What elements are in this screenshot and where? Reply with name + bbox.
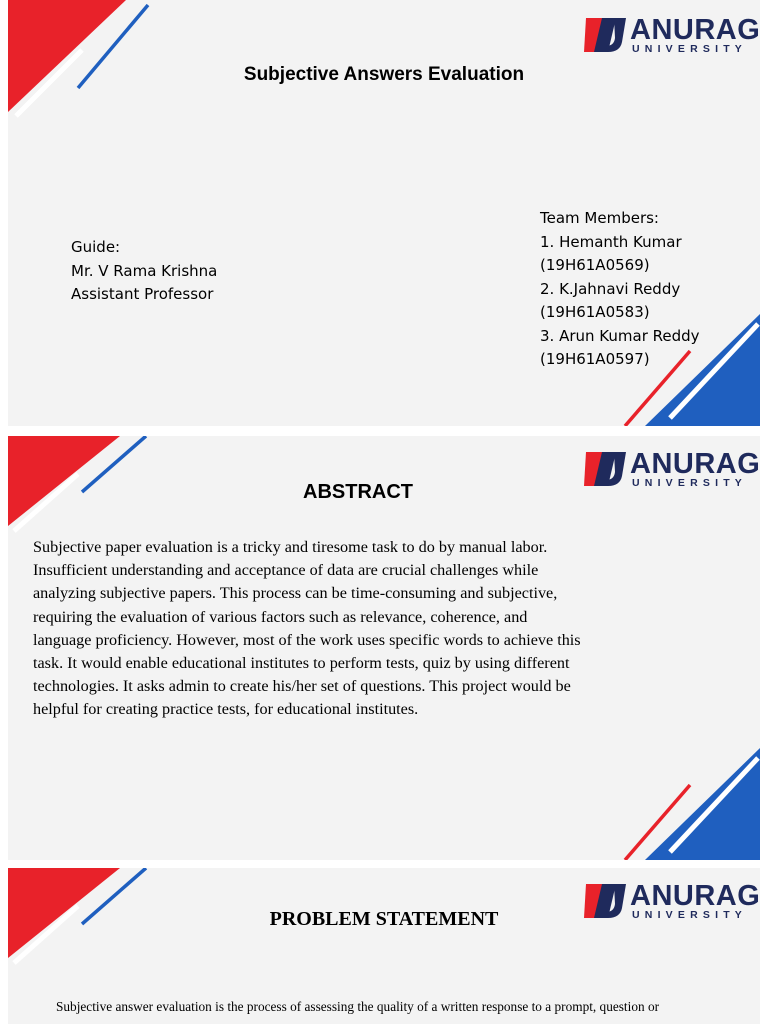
abstract-heading: ABSTRACT <box>303 481 413 503</box>
team-members-block <box>540 207 700 372</box>
logo-wordmark: ANURAG <box>630 880 760 912</box>
guide-label: Guide: <box>71 238 121 256</box>
guide-name: Mr. V Rama Krishna <box>71 261 218 280</box>
abstract-text <box>33 536 693 722</box>
corner-stripes-bottom-right <box>610 740 760 860</box>
logo-wordmark: ANURAG <box>630 14 760 46</box>
anurag-logo <box>584 14 760 55</box>
team-label: Team Members: <box>540 209 659 227</box>
logo-subtitle: UNIVERSITY <box>632 477 748 489</box>
team-member-roll: (19H61A0583) <box>540 303 650 321</box>
abstract-line: Insufficient understanding and acceptance of data are crucial challenges while <box>33 561 539 580</box>
guide-block <box>71 236 217 307</box>
abstract-line: language proficiency. However, most of the work uses specific words to achieve this <box>33 630 581 649</box>
problem-statement-heading: PROBLEM STATEMENT <box>269 908 499 930</box>
corner-stripes-top-left <box>8 0 158 120</box>
team-member-roll: (19H61A0597) <box>540 350 650 368</box>
team-member-name: 2. K.Jahnavi Reddy <box>540 279 681 298</box>
abstract-line: requiring the evaluation of various factors such as relevance, coherence, and <box>33 607 528 626</box>
anurag-logo-mark-icon <box>584 14 628 54</box>
presentation-title: Subjective Answers Evaluation <box>243 64 525 85</box>
title-slide <box>8 0 760 426</box>
abstract-line: task. It would enable educational institutes to perform tests, quiz by using different <box>33 654 570 673</box>
logo-subtitle: UNIVERSITY <box>632 43 748 55</box>
logo-subtitle: UNIVERSITY <box>632 909 748 921</box>
abstract-line: technologies. It asks admin to create his/her set of questions. This project would be <box>33 677 571 696</box>
abstract-line: helpful for creating practice tests, for educational institutes. <box>33 700 419 719</box>
abstract-line: analyzing subjective papers. This process can be time-consuming and subjective, <box>33 584 558 603</box>
guide-designation: Assistant Professor <box>71 285 214 303</box>
team-member-roll: (19H61A0569) <box>540 256 650 274</box>
team-member-name: 3. Arun Kumar Reddy <box>540 326 700 345</box>
abstract-slide <box>8 436 760 860</box>
team-member-name: 1. Hemanth Kumar <box>540 232 682 251</box>
abstract-line: Subjective paper evaluation is a tricky and tiresome task to do by manual labor. <box>33 538 548 556</box>
logo-wordmark: ANURAG <box>630 448 760 480</box>
problem-statement-slide <box>8 868 760 1024</box>
problem-statement-text: Subjective answer evaluation is the process of assessing the quality of a written response to a prompt, question or <box>56 999 660 1014</box>
